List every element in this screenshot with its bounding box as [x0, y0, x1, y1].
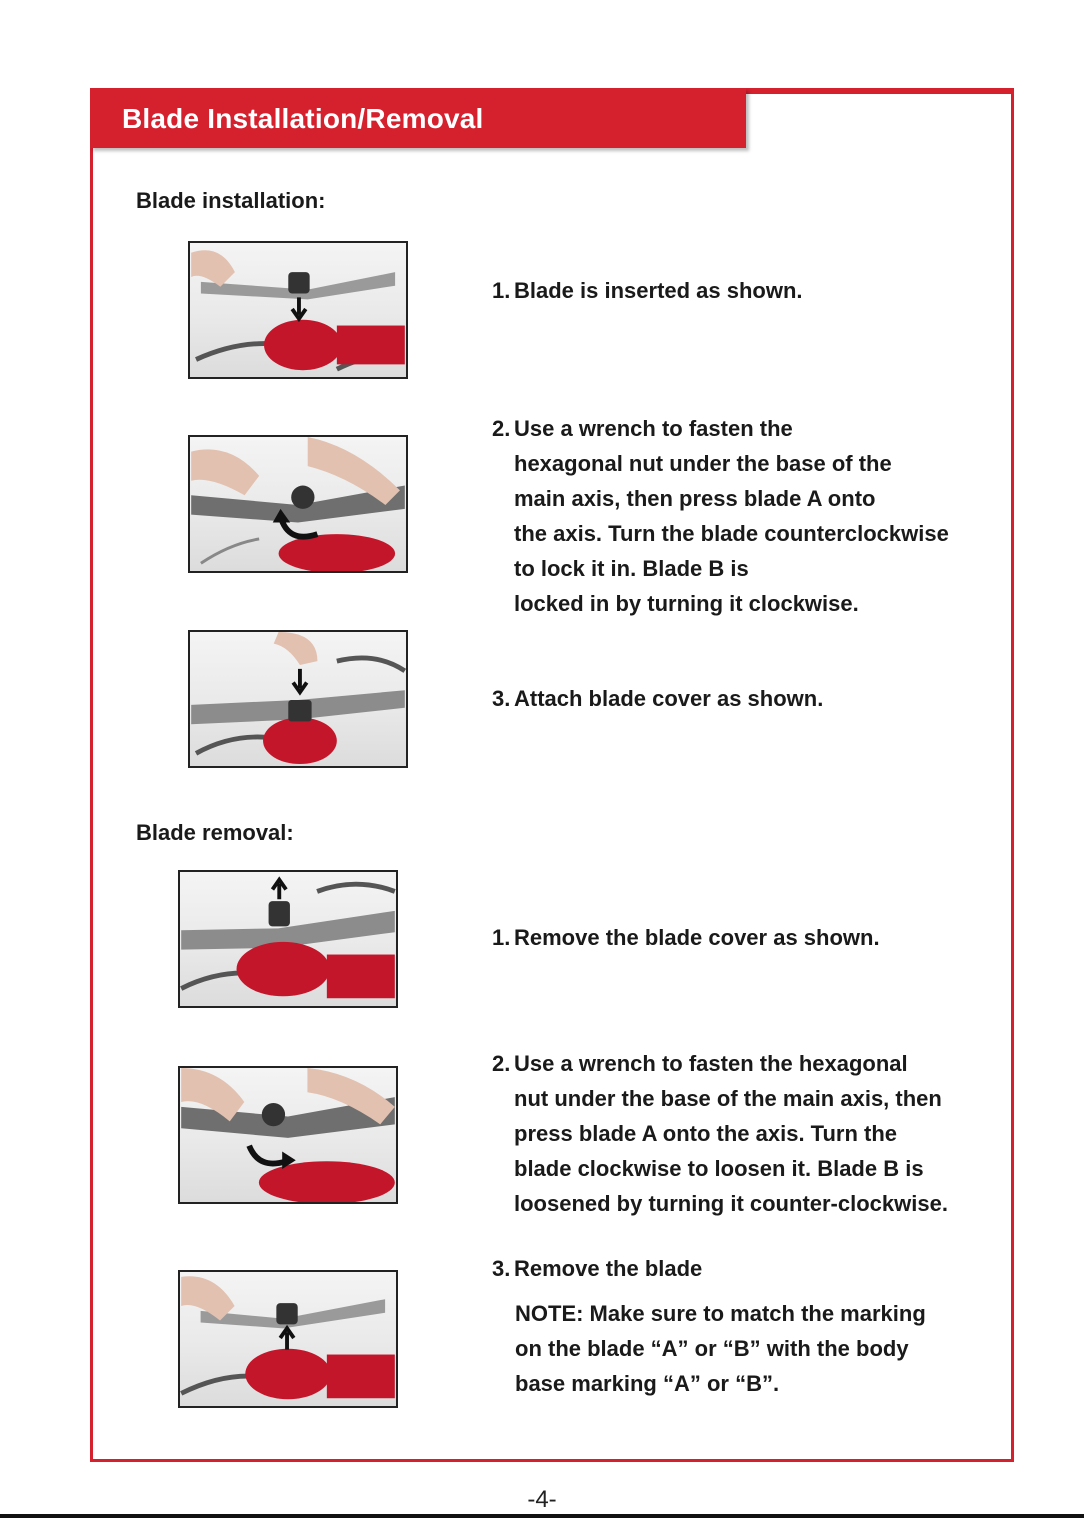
page-title: Blade Installation/Removal — [122, 103, 484, 134]
remove-blade-photo — [178, 1270, 398, 1408]
title-banner — [90, 88, 746, 148]
fasten-blade-illustration — [190, 437, 406, 571]
install-step-3-number: 3. — [492, 686, 511, 711]
install-step-2-line-3: main axis, then press blade A onto — [514, 486, 876, 511]
removal-step-2-line-4: blade clockwise to loosen it. Blade B is — [514, 1156, 924, 1181]
removal-step-2 — [492, 1046, 1012, 1221]
insert-blade-photo — [188, 241, 408, 379]
page-number: -4- — [527, 1486, 557, 1513]
note-line-2: on the blade “A” or “B” with the body — [515, 1336, 909, 1361]
fasten-blade-photo — [188, 435, 408, 573]
removal-step-1-text: Remove the blade cover as shown. — [514, 925, 880, 950]
removal-step-2-line-2: nut under the base of the main axis, then — [514, 1086, 942, 1111]
install-step-2-line-6: locked in by turning it clockwise. — [514, 591, 859, 616]
attach-cover-photo — [188, 630, 408, 768]
attach-cover-illustration — [190, 632, 406, 766]
install-step-1 — [492, 273, 1012, 308]
removal-step-1 — [492, 920, 1012, 955]
install-step-3-text: Attach blade cover as shown. — [514, 686, 824, 711]
install-step-2-line-4: the axis. Turn the blade counterclockwise — [514, 521, 949, 546]
install-step-2-line-1: Use a wrench to fasten the — [514, 416, 793, 441]
bottom-rule — [0, 1514, 1084, 1518]
removal-step-1-number: 1. — [492, 925, 511, 950]
removal-heading: Blade removal: — [136, 820, 294, 845]
install-step-2-line-5: to lock it in. Blade B is — [514, 556, 749, 581]
removal-step-3 — [492, 1251, 1012, 1286]
removal-step-2-line-1: Use a wrench to fasten the hexagonal — [514, 1051, 908, 1076]
removal-step-3-text: Remove the blade — [514, 1256, 703, 1281]
matching-note — [515, 1296, 1015, 1401]
install-step-2-number: 2. — [492, 416, 511, 441]
loosen-blade-illustration — [180, 1068, 396, 1202]
remove-cover-illustration — [180, 872, 396, 1006]
remove-blade-illustration — [180, 1272, 396, 1406]
removal-step-2-number: 2. — [492, 1051, 511, 1076]
install-step-3 — [492, 681, 1012, 716]
install-step-2-line-2: hexagonal nut under the base of the — [514, 451, 892, 476]
note-line-3: base marking “A” or “B”. — [515, 1371, 780, 1396]
installation-heading: Blade installation: — [136, 188, 326, 213]
install-step-2 — [492, 411, 1012, 621]
insert-blade-illustration — [190, 243, 406, 377]
note-line-1: NOTE: Make sure to match the marking — [515, 1301, 926, 1326]
removal-step-3-number: 3. — [492, 1256, 511, 1281]
install-step-1-text: Blade is inserted as shown. — [514, 278, 803, 303]
install-step-1-number: 1. — [492, 278, 511, 303]
loosen-blade-photo — [178, 1066, 398, 1204]
remove-cover-photo — [178, 870, 398, 1008]
removal-step-2-line-5: loosened by turning it counter-clockwise. — [514, 1191, 948, 1216]
removal-step-2-line-3: press blade A onto the axis. Turn the — [514, 1121, 898, 1146]
